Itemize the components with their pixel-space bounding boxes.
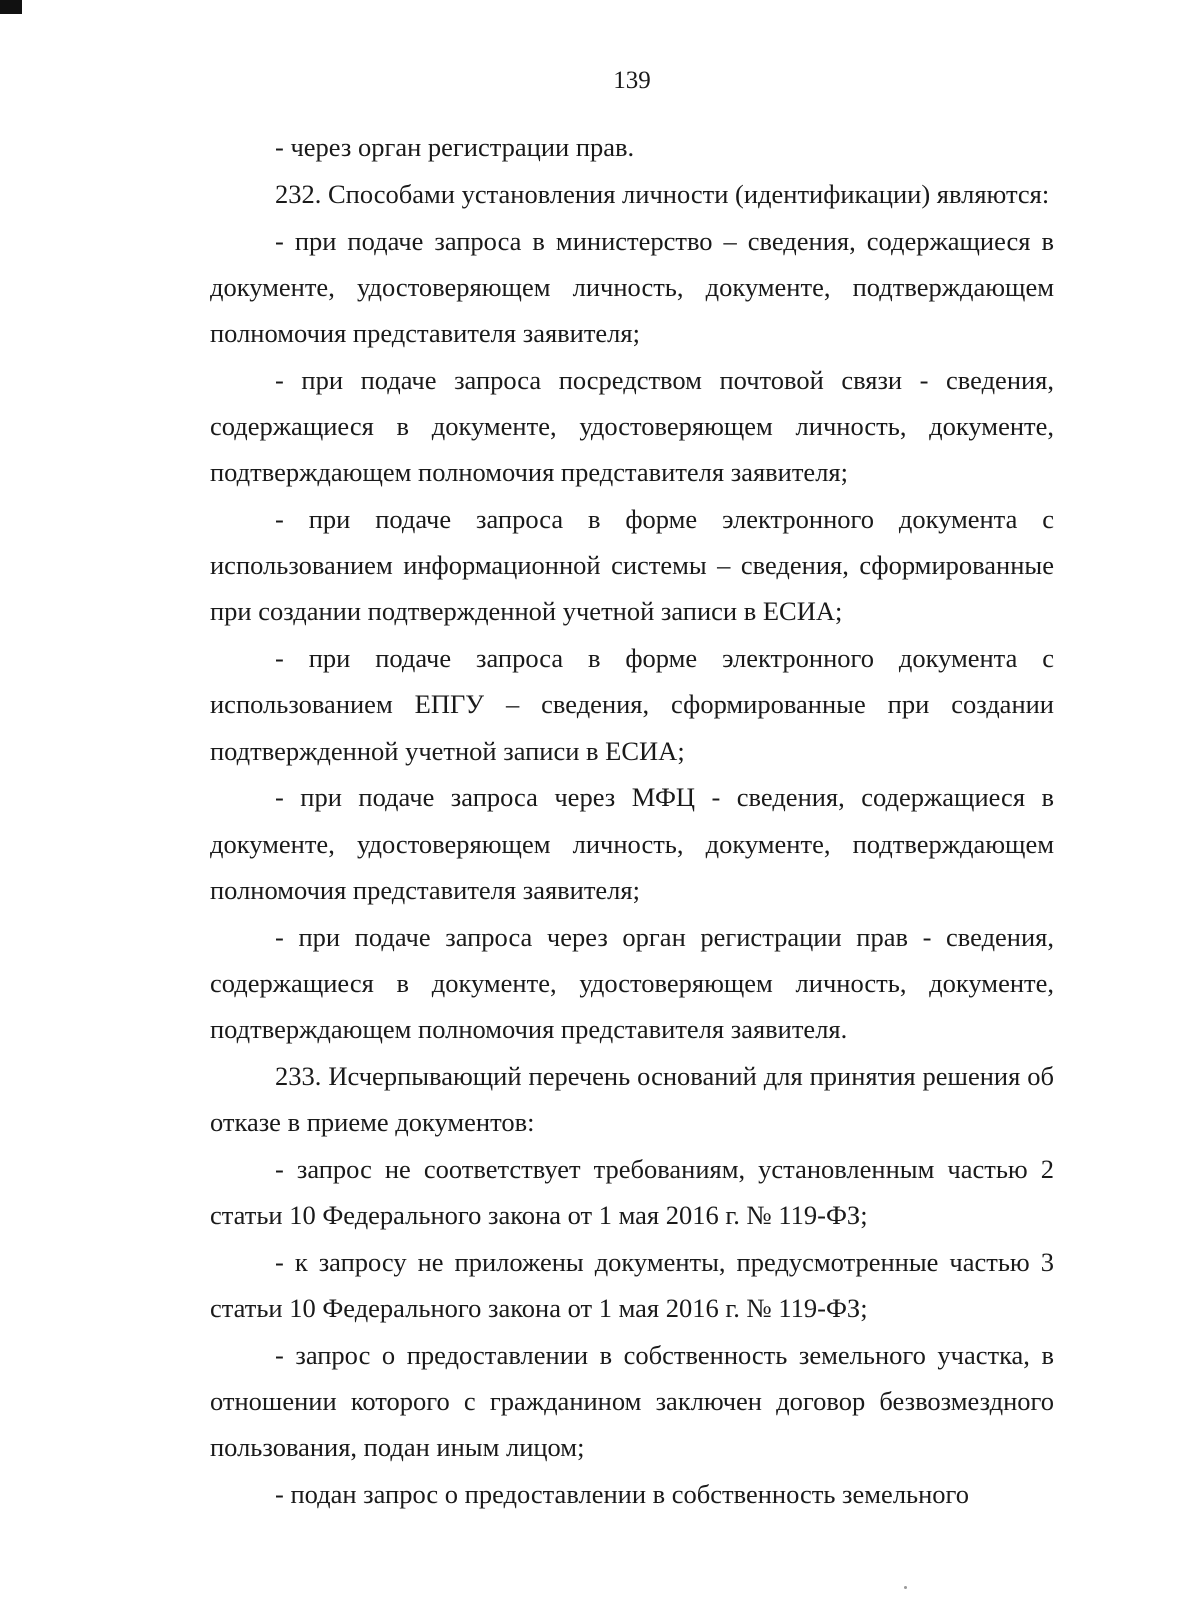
paragraph-other-person: - запрос о предоставлении в собственность земельного участка, в отношении которого с гражданином заключен договор безвозмездного пользования, подан иным лицом;	[210, 1339, 1054, 1463]
paragraph-ministry: - при подаче запроса в министерство – сведения, содержащиеся в документе, удостоверяющем личность, документе, подтверждающем полномочия представителя заявителя;	[210, 225, 1054, 348]
page-number: 139	[613, 67, 651, 94]
paragraph-registration-authority: - через орган регистрации прав.	[275, 132, 635, 162]
paragraph-requirements-part2: - запрос не соответствует требованиям, установленным частью 2 статьи 10 Федерального закона от 1 мая 2016 г. № 119-ФЗ;	[210, 1153, 1054, 1231]
paragraph-233-heading: 233. Исчерпывающий перечень оснований для принятия решения об отказе в приеме документов:	[210, 1060, 1054, 1138]
paragraph-postal: - при подаче запроса посредством почтовой связи - сведения, содержащиеся в документе, удостоверяющем личность, документе, подтверждающем полномочия представителя заявителя;	[210, 364, 1054, 488]
paragraph-electronic-infosystem: - при подаче запроса в форме электронного документа с использованием информационной системы – сведения, сформированные при создании подтвержденной учетной записи в ЕСИА;	[210, 504, 1054, 627]
scan-corner-mark	[0, 0, 22, 14]
paragraph-232-heading: 232. Способами установления личности (идентификации) являются:	[275, 178, 1050, 209]
scan-speck	[904, 1586, 907, 1589]
paragraph-electronic-epgu: - при подаче запроса в форме электронного документа с использованием ЕПГУ – сведения, сформированные при создании подтвержденной учетной записи в ЕСИА;	[210, 643, 1054, 766]
document-body	[210, 124, 1054, 1518]
paragraph-documents-part3: - к запросу не приложены документы, предусмотренные частью 3 статьи 10 Федерального закона от 1 мая 2016 г. № 119-ФЗ;	[210, 1246, 1054, 1324]
paragraph-continued: - подан запрос о предоставлении в собственность земельного	[275, 1479, 970, 1510]
paragraph-registration-rights: - при подаче запроса через орган регистрации прав - сведения, содержащиеся в документе, удостоверяющем личность, документе, подтверждающем полномочия представителя заявителя.	[210, 921, 1054, 1045]
paragraph-mfc: - при подаче запроса через МФЦ - сведения, содержащиеся в документе, удостоверяющем личность, документе, подтверждающем полномочия представителя заявителя;	[210, 782, 1054, 905]
